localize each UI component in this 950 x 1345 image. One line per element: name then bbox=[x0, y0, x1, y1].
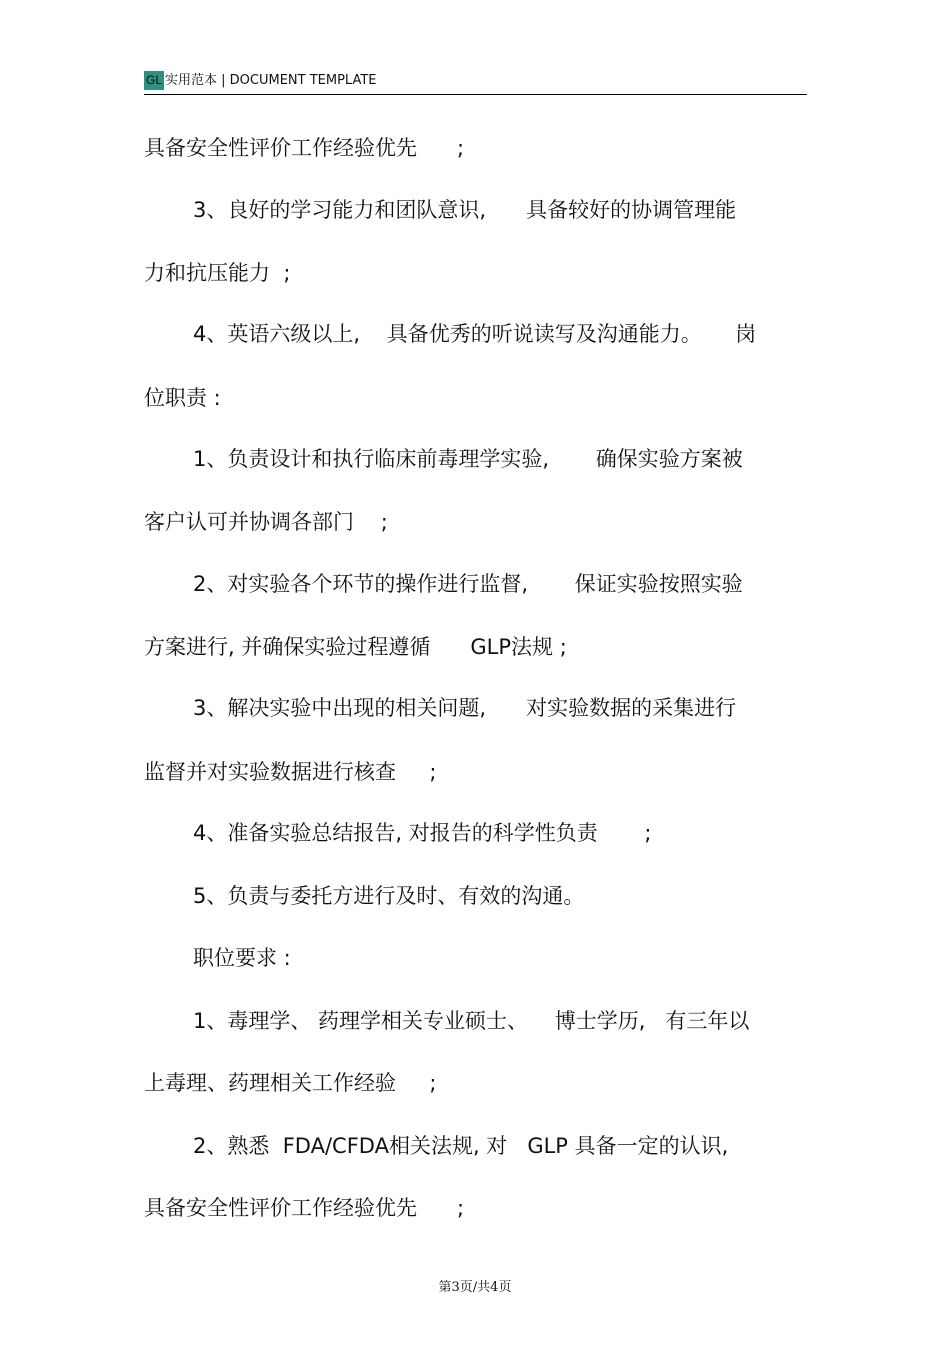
body-line: 具备安全性评价工作经验优先 ; bbox=[144, 1196, 465, 1220]
body-line: 4、英语六级以上, 具备优秀的听说读写及沟通能力。 岗 bbox=[193, 322, 757, 346]
body-line: 力和抗压能力 ; bbox=[144, 261, 291, 285]
page-number: 第3页/共4页 bbox=[438, 1280, 512, 1295]
document-header bbox=[144, 70, 807, 95]
body-line: 2、熟悉 FDA/CFDA相关法规, 对 GLP 具备一定的认识, bbox=[193, 1134, 729, 1158]
body-line: 客户认可并协调各部门 ; bbox=[144, 510, 388, 534]
body-line: 方案进行, 并确保实验过程遵循 GLP法规 ; bbox=[144, 635, 567, 659]
body-line: 监督并对实验数据进行核查 ; bbox=[144, 760, 437, 784]
body-line: 上毒理、药理相关工作经验 ; bbox=[144, 1071, 437, 1095]
body-line: 具备安全性评价工作经验优先 ; bbox=[144, 136, 465, 160]
body-line: 5、负责与委托方进行及时、有效的沟通。 bbox=[193, 884, 585, 908]
body-line: 3、解决实验中出现的相关问题, 对实验数据的采集进行 bbox=[193, 696, 737, 720]
body-line: 1、负责设计和执行临床前毒理学实验, 确保实验方案被 bbox=[193, 447, 743, 471]
gl-logo: GL bbox=[144, 71, 164, 90]
body-line: 2、对实验各个环节的操作进行监督, 保证实验按照实验 bbox=[193, 572, 743, 596]
header-title: 实用范本 | DOCUMENT TEMPLATE bbox=[165, 73, 377, 88]
body-line: 1、毒理学、 药理学相关专业硕士、 博士学历, 有三年以 bbox=[193, 1009, 750, 1033]
body-line: 3、良好的学习能力和团队意识, 具备较好的协调管理能 bbox=[193, 198, 737, 222]
section-heading: 职位要求 : bbox=[193, 946, 291, 970]
body-line: 4、准备实验总结报告, 对报告的科学性负责 ; bbox=[193, 821, 652, 845]
body-line: 位职责 : bbox=[144, 386, 221, 410]
